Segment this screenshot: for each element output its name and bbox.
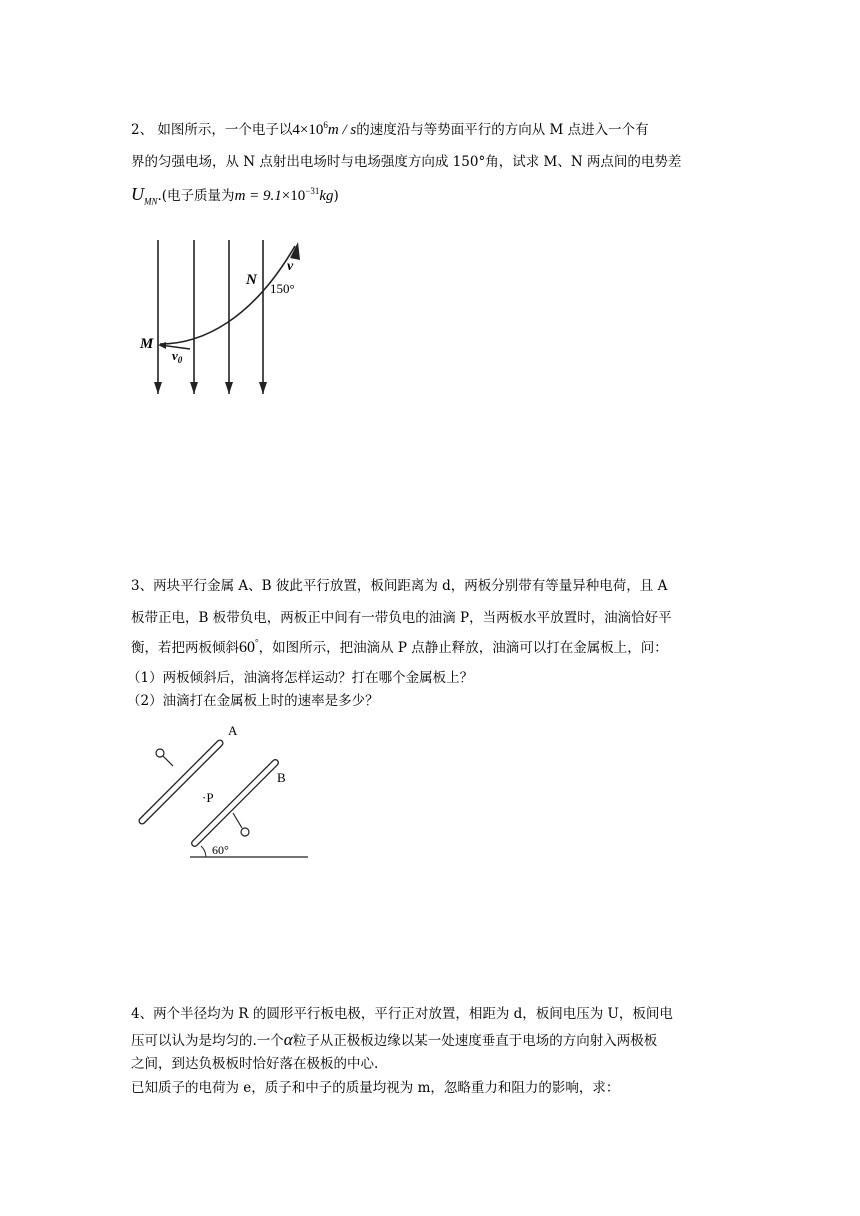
q2-text: 2、 如图所示，一个电子以	[131, 122, 293, 138]
label-b: B	[277, 770, 286, 785]
q4-text: 粒子从正极板边缘以某一处速度垂直于电场的方向射入两极板	[292, 1033, 658, 1049]
q4-line-2	[131, 1030, 731, 1051]
label-a: A	[228, 723, 238, 738]
label-v0: $v_0$	[172, 348, 183, 365]
q2-line-3	[131, 184, 731, 206]
q3-subquestion-2: （2）油滴打在金属板上时的速率是多少？	[127, 693, 379, 709]
label-m: M	[140, 336, 154, 352]
q2-u-symbol: $U_{MN}$	[131, 184, 158, 207]
q3-angle: 60°	[239, 637, 259, 656]
alpha-symbol: α	[283, 1030, 293, 1049]
plate-a	[138, 739, 224, 825]
q2-speed-formula: $4\times 10^6m / s$	[292, 120, 357, 138]
q2-text: )	[333, 188, 339, 204]
q2-text: .(电子质量为	[157, 188, 235, 204]
q2-text: 的速度沿与等势面平行的方向从 M 点进入一个有	[356, 122, 649, 138]
q4-line-4: 已知质子的电荷为 e，质子和中子的质量均视为 m，忽略重力和阻力的影响，求：	[131, 1080, 620, 1096]
q2-mass-formula: $m = 9.1\times 10^{-31}kg$	[234, 186, 334, 204]
q3-text: 衡，若把两板倾斜	[131, 640, 239, 656]
plate-b-terminal	[241, 828, 249, 836]
q4-line-1: 4、两个半径均为 R 的圆形平行板电极，平行正对放置，相距为 d，板间电压为 U，板间电	[131, 1006, 673, 1022]
label-v: v	[287, 259, 294, 274]
label-angle-60: 60°	[212, 843, 229, 857]
plate-a-terminal	[156, 749, 164, 757]
q3-plates-diagram	[132, 718, 322, 863]
q3-line-3	[131, 638, 731, 658]
q3-line-1: 3、两块平行金属 A、B 彼此平行放置，板间距离为 d，两板分别带有等量异种电荷，且 A	[131, 578, 668, 594]
label-p: ·P	[202, 790, 214, 805]
label-angle-150: 150°	[270, 281, 295, 296]
q3-line-2: 板带正电，B 板带负电，两板正中间有一带负电的油滴 P，当两板水平放置时，油滴恰好平	[131, 610, 672, 626]
q2-line-1	[131, 120, 731, 140]
label-n: N	[246, 272, 257, 288]
q4-line-3: 之间，到达负极板时恰好落在极板的中心.	[131, 1056, 379, 1072]
q4-text: 压可以认为是均匀的.一个	[131, 1033, 284, 1049]
q2-line-2: 界的匀强电场，从 N 点射出电场时与电场强度方向成 150°角，试求 M、N 两点间的电势差	[131, 154, 682, 170]
q3-text: ，如图所示，把油滴从 P 点静止释放，油滴可以打在金属板上，问：	[258, 640, 668, 656]
q3-subquestion-1: （1）两板倾斜后，油滴将怎样运动？打在哪个金属板上？	[127, 670, 474, 686]
q2-field-diagram	[132, 232, 332, 412]
